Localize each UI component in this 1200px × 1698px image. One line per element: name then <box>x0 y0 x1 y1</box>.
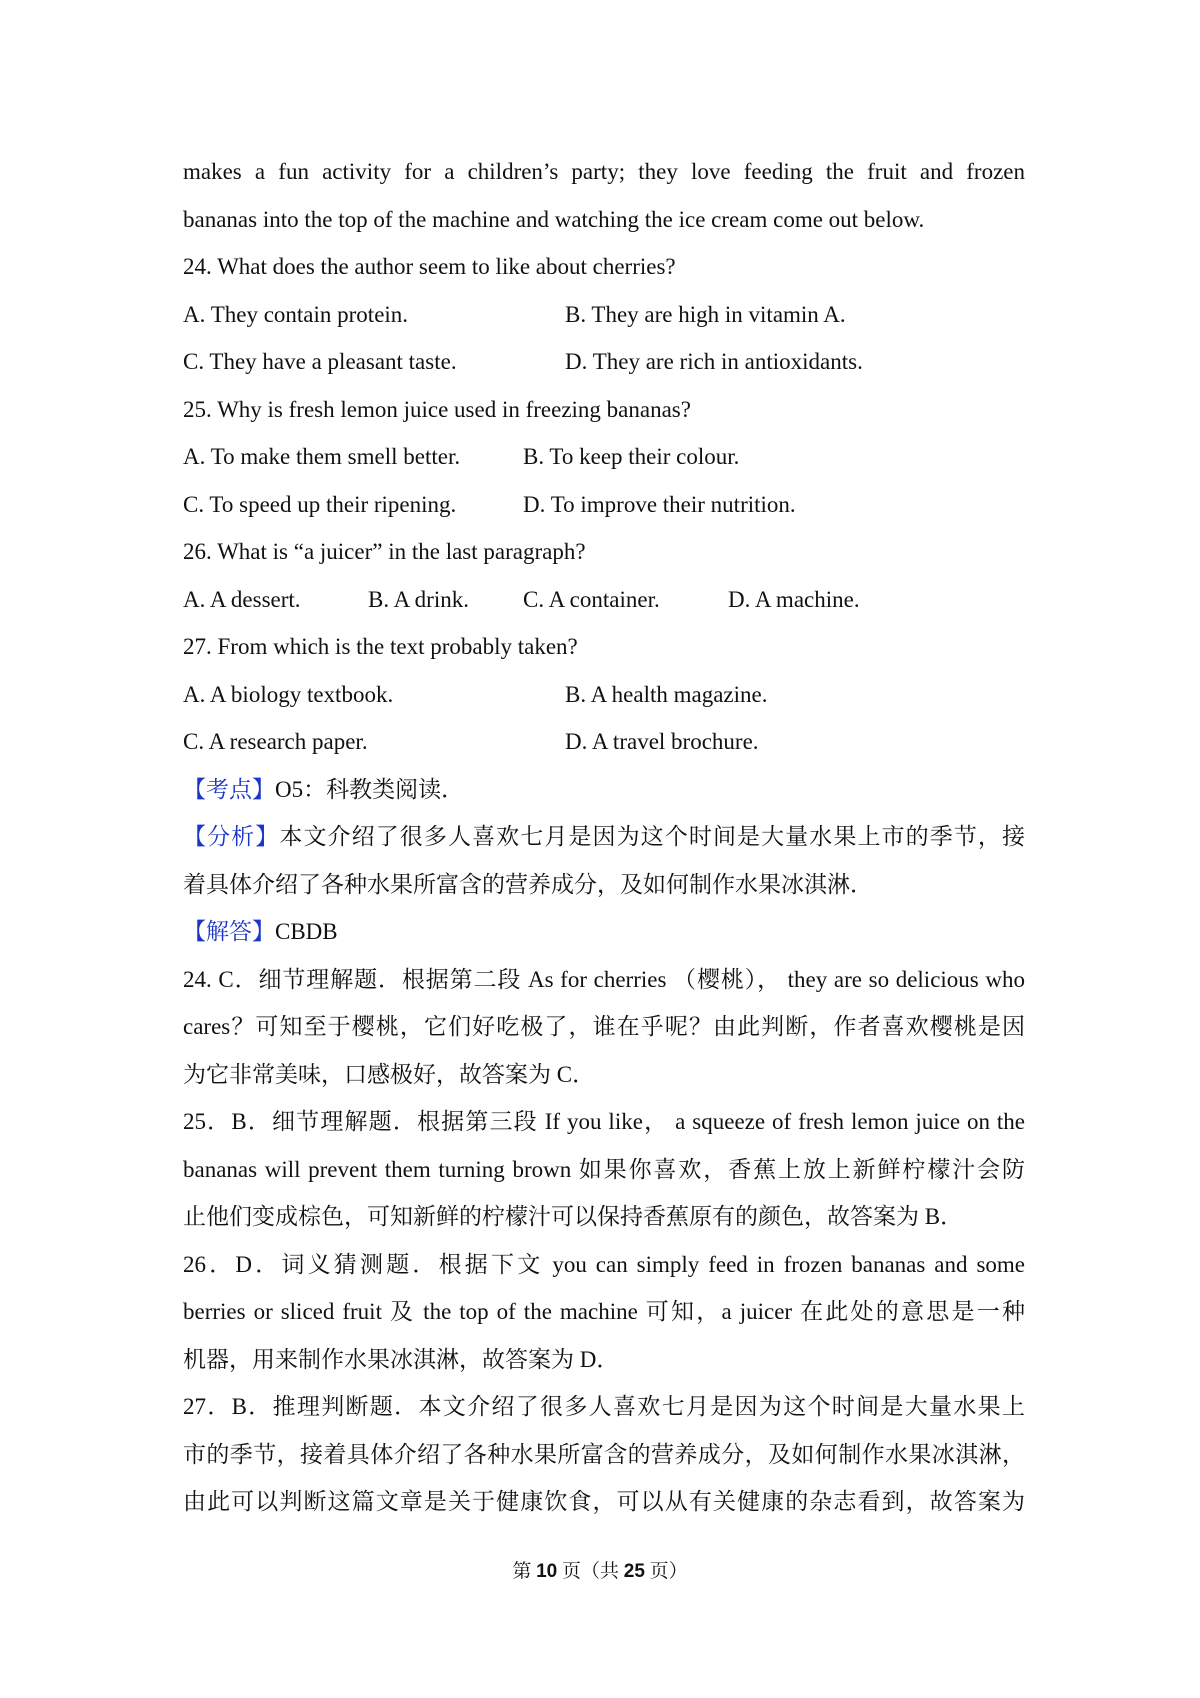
footer-page-number: 10 <box>536 1561 558 1582</box>
question-stem: 25. Why is fresh lemon juice used in freezing bananas? <box>183 396 691 422</box>
option: B. A drink. <box>368 586 469 612</box>
jieda-tag: 【解答】 <box>183 919 275 944</box>
jieda-answer: CBDB <box>275 919 338 944</box>
option-row <box>183 576 1025 624</box>
option: B. They are high in vitamin A. <box>565 301 846 327</box>
footer-suffix: 页） <box>649 1561 688 1582</box>
explanation-line: 机器，用来制作水果冰淇淋，故答案为 D． <box>183 1346 620 1372</box>
page-footer <box>0 1556 1200 1583</box>
footer-prefix: 第 <box>512 1561 532 1582</box>
explanation-line: bananas will prevent them turning brown 如果你喜欢，香蕉上放上新鲜柠檬汁会防 <box>183 1156 1025 1182</box>
question-stem: 24. What does the author seem to like about cherries? <box>183 254 676 279</box>
option: A. To make them smell better. <box>183 444 461 469</box>
explanation-line: 25．B．细节理解题．根据第三段 If you like， a squeeze of fresh lemon juice on the <box>183 1109 1025 1134</box>
kaodian-tag: 【考点】 <box>183 776 275 802</box>
passage-line: bananas into the top of the machine and watching the ice cream come out below. <box>183 206 925 232</box>
option: D. A machine. <box>728 586 860 612</box>
footer-total-pages: 25 <box>623 1561 645 1582</box>
explanation-line: berries or sliced fruit 及 the top of the machine 可知，a juicer 在此处的意思是一种 <box>183 1299 1025 1324</box>
option: A. A biology textbook. <box>183 681 394 707</box>
question-stem: 27. From which is the text probably taken? <box>183 634 578 659</box>
explanation-line: 市的季节，接着具体介绍了各种水果所富含的营养成分，及如何制作水果冰淇淋， <box>183 1441 1025 1467</box>
explanation-line: 27．B．推理判断题．本文介绍了很多人喜欢七月是因为这个时间是大量水果上 <box>183 1394 1025 1419</box>
option-row <box>183 433 1025 481</box>
explanation-line: 由此可以判断这篇文章是关于健康饮食，可以从有关健康的杂志看到，故答案为 <box>183 1489 1025 1514</box>
explanation-line: 为它非常美味，口感极好，故答案为 C． <box>183 1061 596 1087</box>
option: C. To speed up their ripening. <box>183 491 457 517</box>
page-content <box>183 148 1025 1526</box>
option-row <box>183 338 1025 386</box>
jieda-section <box>183 908 1025 956</box>
option: A. A dessert. <box>183 586 301 612</box>
question-stem: 26. What is “a juicer” in the last paragraph? <box>183 539 586 564</box>
kaodian-text: O5：科教类阅读． <box>275 776 465 802</box>
option: D. To improve their nutrition. <box>523 491 796 517</box>
explanation-line: 24. C．细节理解题．根据第二段 As for cherries （樱桃）， they are so delicious who <box>183 966 1025 992</box>
option: D. They are rich in antioxidants. <box>565 349 863 374</box>
option: D. A travel brochure. <box>565 729 759 754</box>
option: C. A container. <box>523 586 660 612</box>
option: A. They contain protein. <box>183 301 409 327</box>
option: B. A health magazine. <box>565 681 768 707</box>
explanation-line: 26．D．词义猜测题．根据下文 you can simply feed in frozen bananas and some <box>183 1251 1025 1277</box>
fenxi-line: 着具体介绍了各种水果所富含的营养成分，及如何制作水果冰淇淋． <box>183 871 873 897</box>
option: B. To keep their colour. <box>523 444 740 469</box>
explanation-line: 止他们变成棕色，可知新鲜的柠檬汁可以保持香蕉原有的颜色，故答案为 B． <box>183 1204 964 1229</box>
option: C. They have a pleasant taste. <box>183 349 457 374</box>
kaodian-section <box>183 766 1025 814</box>
option-row <box>183 718 1025 766</box>
option-row <box>183 671 1025 719</box>
passage-line: makes a fun activity for a children’s party; they love feeding the fruit and frozen <box>183 159 1025 184</box>
option-row <box>183 481 1025 529</box>
footer-mid: 页（共 <box>561 1561 619 1582</box>
fenxi-tag: 【分析】 <box>183 824 280 849</box>
fenxi-line: 本文介绍了很多人喜欢七月是因为这个时间是大量水果上市的季节，接 <box>279 824 1026 849</box>
option: C. A research paper. <box>183 729 368 754</box>
explanation-line: cares？可知至于樱桃，它们好吃极了，谁在乎呢？由此判断，作者喜欢樱桃是因 <box>183 1014 1025 1039</box>
option-row <box>183 291 1025 339</box>
fenxi-section <box>183 813 1025 861</box>
